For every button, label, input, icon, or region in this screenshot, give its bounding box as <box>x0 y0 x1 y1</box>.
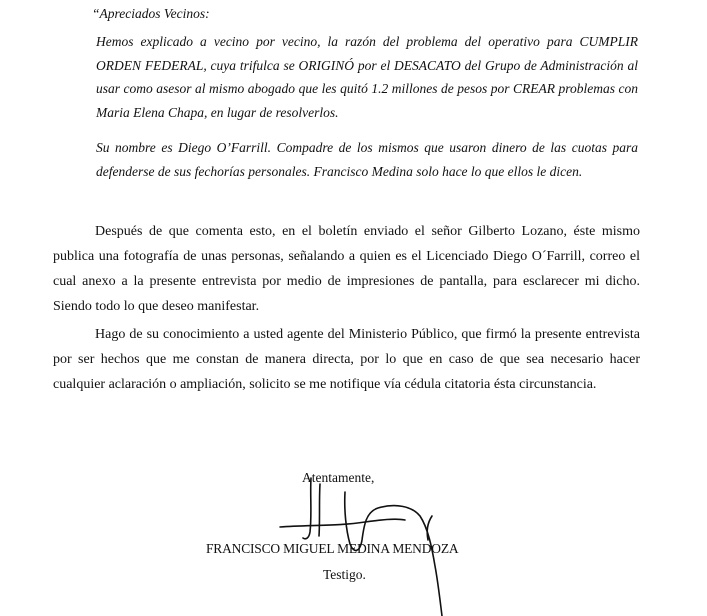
quote-salutation: “Apreciados Vecinos: <box>92 6 210 21</box>
quote-paragraph-1: Hemos explicado a vecino por vecino, la razón del problema del operativo para CUMPLIR ORDEN FEDERAL, cuya trifulca se ORIGINÓ por el DESACATO del Grupo de Administración al usar como asesor al mismo abogado que les quitó 1.2 millones de pesos por CREAR problemas con Maria Elena Chapa, en lugar de resolverlos. <box>96 34 638 120</box>
body-paragraph-2: Hago de su conocimiento a usted agente del Ministerio Público, que firmó la presente entrevista por ser hechos que me constan de manera directa, por lo que en caso de que sea necesario hacer cualquier aclaración o ampliación, solicito se me notifique vía cédula citatoria ésta circunstancia. <box>53 327 640 392</box>
quote-paragraph-2: Su nombre es Diego O’Farrill. Compadre de los mismos que usaron dinero de las cuotas para defenderse de sus fechorías personales. Francisco Medina solo hace lo que ellos le dicen. <box>96 140 638 179</box>
body-paragraph-1: Después de que comenta esto, en el boletín enviado el señor Gilberto Lozano, éste mismo publica una fotografía de unas personas, señalando a quien es el Licenciado Diego O´Farrill, correo el cual anexo a la presente entrevista por medio de impresiones de pantalla, para esclarecer mi dicho. Siendo todo lo que deseo manifestar. <box>53 224 640 314</box>
signer-name: FRANCISCO MIGUEL MEDINA MENDOZA <box>206 541 459 556</box>
closing-salutation: Atentamente, <box>302 470 375 485</box>
signer-role: Testigo. <box>323 567 366 582</box>
